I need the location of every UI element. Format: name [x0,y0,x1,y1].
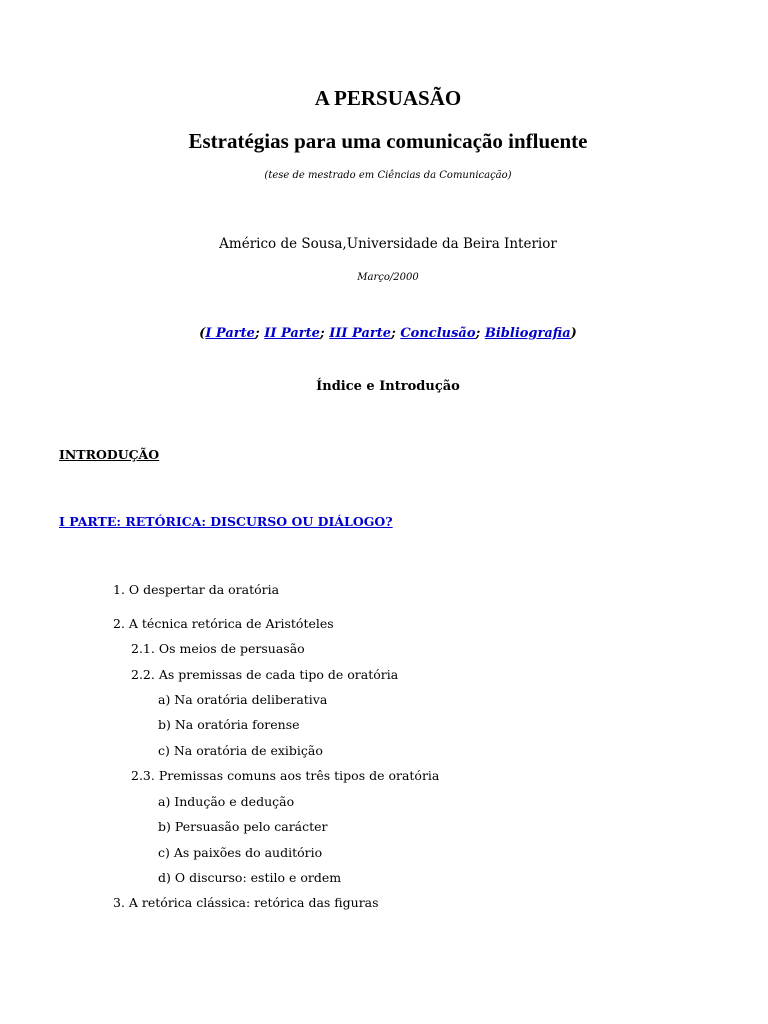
author-line: Américo de Sousa,Universidade da Beira Interior [219,236,557,252]
toc-item: a) Indução e dedução [158,794,295,809]
nav-separator: ; [475,326,485,341]
nav-separator: ; [391,326,401,341]
toc-item: c) As paixões do auditório [158,845,323,860]
toc-item: 3. A retórica clássica: retórica das figuras [113,895,379,910]
section-heading-introducao: INTRODUÇÃO [59,447,160,462]
toc-item: d) O discurso: estilo e ordem [158,870,342,885]
toc-item: b) Na oratória forense [158,717,300,732]
document-title: A PERSUASÃO [314,86,462,110]
section-link-i-parte[interactable]: I PARTE: RETÓRICA: DISCURSO OU DIÁLOGO? [59,514,393,529]
parts-navigation [0,326,768,341]
nav-link-i-parte[interactable]: I Parte [205,326,255,341]
toc-item: 2.2. As premissas de cada tipo de oratória [131,667,399,682]
nav-link-ii-parte[interactable]: II Parte [264,326,320,341]
toc-item: a) Na oratória deliberativa [158,692,328,707]
document-subtitle: Estratégias para uma comunicação influente [188,129,588,153]
toc-item: 2. A técnica retórica de Aristóteles [113,616,334,631]
thesis-note: (tese de mestrado em Ciências da Comunicação) [264,170,512,181]
toc-item: 2.1. Os meios de persuasão [131,641,305,656]
toc-item: b) Persuasão pelo carácter [158,819,328,834]
nav-open-paren: ( [199,326,206,341]
nav-link-bibliografia[interactable]: Bibliografia [484,326,571,341]
toc-item: 1. O despertar da oratória [113,582,280,597]
date-line: Março/2000 [357,272,419,283]
nav-separator: ; [319,326,330,341]
index-title: Índice e Introdução [316,379,460,394]
nav-link-conclusao[interactable]: Conclusão [400,326,476,341]
toc-item: 2.3. Premissas comuns aos três tipos de oratória [131,768,440,783]
nav-close-paren: ) [570,326,577,341]
toc-item: c) Na oratória de exibição [158,743,323,758]
nav-separator: ; [254,326,265,341]
nav-link-iii-parte[interactable]: III Parte [329,326,391,341]
